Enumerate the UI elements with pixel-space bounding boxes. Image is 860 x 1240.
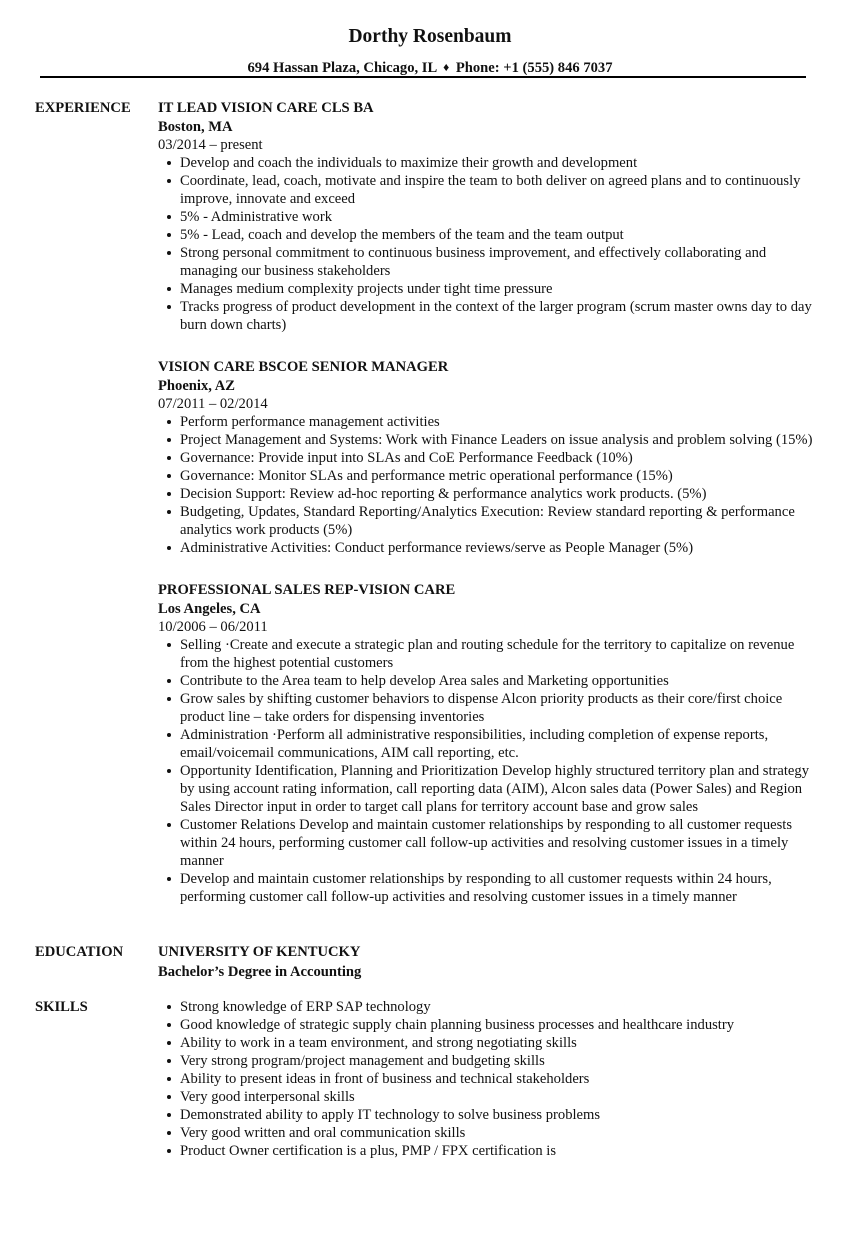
list-item [158, 485, 818, 503]
bullet-text: Project Management and Systems: Work with Finance Leaders on issue analysis and problem solving (15%) [180, 432, 813, 448]
bullet-text: Coordinate, lead, coach, motivate and inspire the team to both deliver on agreed plans and to continuously improve, innovate and exceed [180, 173, 801, 207]
bullet-icon [167, 233, 171, 237]
bullet-icon [167, 643, 171, 647]
bullet-text: Selling ·Create and execute a strategic plan and routing schedule for the territory to capitalize on revenue from the highest potential customers [180, 637, 795, 671]
bullet-icon [167, 179, 171, 183]
bullet-text: 5% - Administrative work [180, 209, 332, 225]
list-item [158, 539, 818, 557]
bullet-icon [167, 420, 171, 424]
list-item [158, 690, 818, 726]
bullet-icon [167, 251, 171, 255]
list-item [158, 280, 818, 298]
job-bullets [158, 154, 818, 334]
list-item [158, 298, 818, 334]
bullet-text: Perform performance management activities [180, 414, 440, 430]
bullet-icon [167, 1095, 171, 1099]
bullet-icon [167, 1149, 171, 1153]
skill-text: Very strong program/project management and budgeting skills [180, 1053, 545, 1069]
bullet-icon [167, 697, 171, 701]
skill-item [158, 1070, 818, 1088]
phone: Phone: +1 (555) 846 7037 [455, 60, 613, 76]
skill-item [158, 998, 818, 1016]
section-label-experience: EXPERIENCE [35, 100, 131, 116]
bullet-icon [167, 1005, 171, 1009]
bullet-icon [167, 161, 171, 165]
skill-text: Ability to work in a team environment, and strong negotiating skills [180, 1035, 577, 1051]
job-bullets [158, 413, 818, 557]
skills-bullets [158, 998, 818, 1160]
bullet-icon [167, 438, 171, 442]
job-title: PROFESSIONAL SALES REP-VISION CARE [158, 582, 456, 598]
job-entry [158, 581, 818, 906]
address: 694 Hassan Plaza, Chicago, IL [247, 60, 437, 76]
experience-list [158, 99, 818, 930]
skill-text: Very good written and oral communication skills [180, 1125, 466, 1141]
bullet-text: Opportunity Identification, Planning and Prioritization Develop highly structured territory plan and strategy by using account rating information, call reporting data (AIM), Alcon sales data (Power Sales) and Region Sales Director input in order to target call plans for territory account base and grow sales [180, 763, 810, 815]
list-item [158, 636, 818, 672]
bullet-icon [167, 1077, 171, 1081]
bullet-text: Governance: Provide input into SLAs and CoE Performance Feedback (10%) [180, 450, 633, 466]
skill-item [158, 1016, 818, 1034]
list-item [158, 208, 818, 226]
degree: Bachelor’s Degree in Accounting [158, 964, 362, 980]
job-dates: 03/2014 – present [158, 137, 263, 153]
bullet-icon [167, 769, 171, 773]
list-item [158, 726, 818, 762]
list-item [158, 467, 818, 485]
list-item [158, 762, 818, 816]
bullet-text: Administrative Activities: Conduct performance reviews/serve as People Manager (5%) [180, 540, 694, 556]
bullet-text: Tracks progress of product development in the context of the larger program (scrum master owns day to day burn down charts) [180, 299, 812, 333]
bullet-icon [167, 1131, 171, 1135]
contact-line [0, 58, 860, 77]
list-item [158, 154, 818, 172]
skill-item [158, 1088, 818, 1106]
section-label-education: EDUCATION [35, 944, 124, 960]
bullet-icon [167, 287, 171, 291]
job-entry [158, 99, 818, 334]
bullet-text: Strong personal commitment to continuous business improvement, and effectively collaborating and managing our business stakeholders [180, 245, 767, 279]
bullet-text: Contribute to the Area team to help develop Area sales and Marketing opportunities [180, 673, 669, 689]
diamond-separator-icon: ♦ [443, 60, 450, 74]
bullet-icon [167, 1059, 171, 1063]
bullet-icon [167, 510, 171, 514]
list-item [158, 244, 818, 280]
section-label-skills: SKILLS [35, 999, 88, 1015]
bullet-icon [167, 492, 171, 496]
education-entry [158, 943, 818, 981]
list-item [158, 226, 818, 244]
job-dates: 10/2006 – 06/2011 [158, 619, 268, 635]
bullet-icon [167, 456, 171, 460]
list-item [158, 413, 818, 431]
skill-text: Product Owner certification is a plus, PMP / FPX certification is [180, 1143, 557, 1159]
bullet-text: Governance: Monitor SLAs and performance metric operational performance (15%) [180, 468, 673, 484]
job-location: Boston, MA [158, 119, 233, 135]
bullet-icon [167, 733, 171, 737]
list-item [158, 672, 818, 690]
list-item [158, 870, 818, 906]
skill-item [158, 1106, 818, 1124]
resume-header [0, 25, 860, 77]
bullet-text: Budgeting, Updates, Standard Reporting/Analytics Execution: Review standard reporting & performance analytics work products (5%) [180, 504, 795, 538]
bullet-text: Develop and maintain customer relationships by responding to all customer requests within 24 hours, performing customer call follow-up activities and resolving customer issues in a timely manner [180, 871, 772, 905]
skill-text: Strong knowledge of ERP SAP technology [180, 999, 431, 1015]
bullet-icon [167, 305, 171, 309]
bullet-icon [167, 679, 171, 683]
job-title: IT LEAD VISION CARE CLS BA [158, 100, 374, 116]
bullet-icon [167, 877, 171, 881]
bullet-icon [167, 1023, 171, 1027]
bullet-text: Administration ·Perform all administrative responsibilities, including completion of expense reports, email/voicemail communications, AIM call reporting, etc. [180, 727, 769, 761]
job-bullets [158, 636, 818, 906]
list-item [158, 503, 818, 539]
bullet-icon [167, 474, 171, 478]
bullet-text: Manages medium complexity projects under tight time pressure [180, 281, 553, 297]
bullet-icon [167, 1113, 171, 1117]
list-item [158, 816, 818, 870]
header-divider [40, 76, 806, 78]
bullet-text: 5% - Lead, coach and develop the members of the team and the team output [180, 227, 624, 243]
job-dates: 07/2011 – 02/2014 [158, 396, 268, 412]
skill-text: Demonstrated ability to apply IT technology to solve business problems [180, 1107, 601, 1123]
bullet-icon [167, 1041, 171, 1045]
skills-list [158, 998, 818, 1160]
skill-item [158, 1052, 818, 1070]
skill-item [158, 1034, 818, 1052]
candidate-name: Dorthy Rosenbaum [348, 26, 512, 47]
bullet-icon [167, 215, 171, 219]
skill-item [158, 1124, 818, 1142]
list-item [158, 172, 818, 208]
bullet-icon [167, 546, 171, 550]
skill-text: Ability to present ideas in front of business and technical stakeholders [180, 1071, 590, 1087]
job-location: Los Angeles, CA [158, 601, 261, 617]
skill-item [158, 1142, 818, 1160]
skill-text: Very good interpersonal skills [180, 1089, 355, 1105]
school-name: UNIVERSITY OF KENTUCKY [158, 944, 361, 960]
list-item [158, 449, 818, 467]
job-entry [158, 358, 818, 557]
bullet-text: Decision Support: Review ad-hoc reporting & performance analytics work products. (5%) [180, 486, 707, 502]
bullet-icon [167, 823, 171, 827]
job-location: Phoenix, AZ [158, 378, 236, 394]
bullet-text: Customer Relations Develop and maintain customer relationships by responding to all customer requests within 24 hours, performing customer call follow-up activities and resolving customer issues in a timely manner [180, 817, 793, 869]
job-title: VISION CARE BSCOE SENIOR MANAGER [158, 359, 449, 375]
list-item [158, 431, 818, 449]
skill-text: Good knowledge of strategic supply chain planning business processes and healthcare industry [180, 1017, 735, 1033]
bullet-text: Grow sales by shifting customer behaviors to dispense Alcon priority products as their core/first choice product line – take orders for dispensing inventories [180, 691, 783, 725]
bullet-text: Develop and coach the individuals to maximize their growth and development [180, 155, 638, 171]
